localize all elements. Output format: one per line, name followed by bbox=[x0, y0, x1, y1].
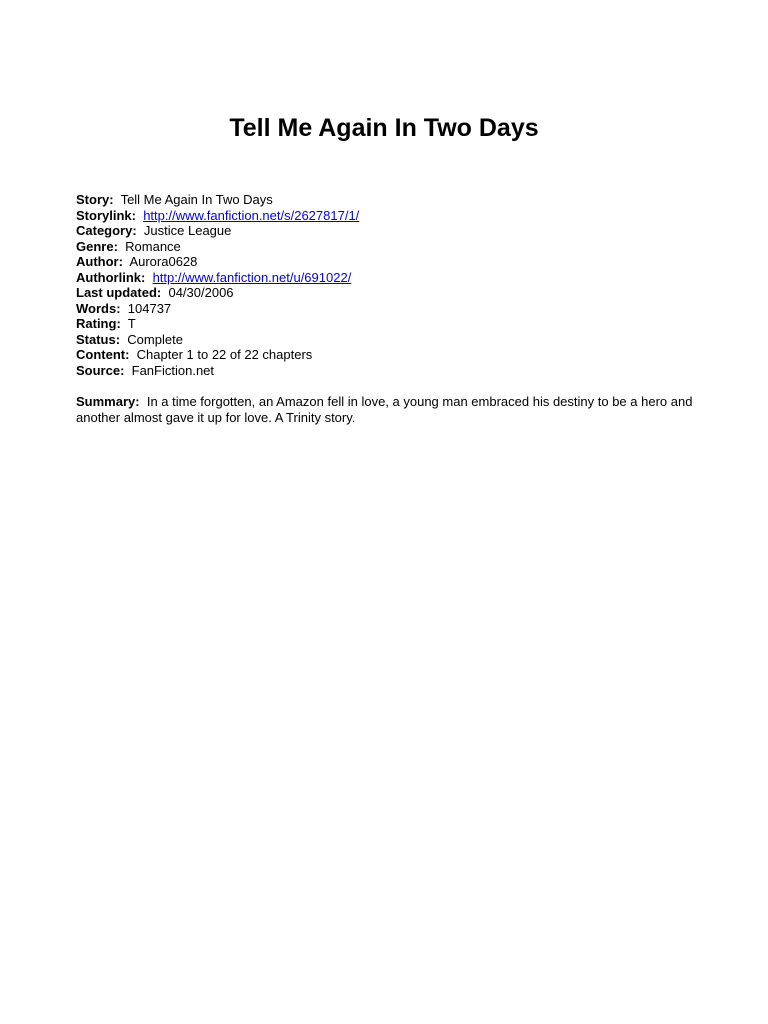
field-label: Genre: bbox=[76, 238, 122, 254]
summary-text: In a time forgotten, an Amazon fell in love, a young man embraced his destiny to be a hero and another almost gave it up for love. A Trinity story. bbox=[76, 394, 693, 425]
field-label: Author: bbox=[76, 254, 127, 269]
story-metadata bbox=[76, 192, 696, 378]
field-value: Tell Me Again In Two Days bbox=[120, 192, 273, 207]
field-status bbox=[76, 332, 696, 348]
field-label: Rating: bbox=[76, 316, 125, 331]
field-label: Authorlink: bbox=[76, 269, 149, 285]
summary-label: Summary: bbox=[76, 394, 144, 409]
field-content bbox=[76, 347, 696, 363]
page-title: Tell Me Again In Two Days bbox=[229, 114, 539, 142]
field-value: Aurora0628 bbox=[129, 254, 198, 269]
field-rating bbox=[76, 316, 696, 332]
field-value: T bbox=[127, 316, 136, 331]
field-value: FanFiction.net bbox=[131, 362, 215, 378]
storylink-link[interactable]: http://www.fanfiction.net/s/2627817/1/ bbox=[143, 207, 360, 223]
field-value: Romance bbox=[125, 238, 181, 254]
field-label: Status: bbox=[76, 331, 124, 347]
field-value: Justice League bbox=[143, 223, 232, 238]
field-label: Story: bbox=[76, 192, 118, 207]
field-authorlink bbox=[76, 270, 696, 286]
field-storylink bbox=[76, 208, 696, 224]
field-label: Storylink: bbox=[76, 207, 140, 223]
field-label: Words: bbox=[76, 300, 125, 316]
field-genre bbox=[76, 239, 696, 255]
field-value: 104737 bbox=[127, 300, 172, 316]
authorlink-link[interactable]: http://www.fanfiction.net/u/691022/ bbox=[152, 269, 352, 285]
field-label: Last updated: bbox=[76, 285, 165, 300]
field-category bbox=[76, 223, 696, 239]
story-summary bbox=[76, 394, 696, 426]
field-source bbox=[76, 363, 696, 379]
field-label: Source: bbox=[76, 362, 129, 378]
field-words bbox=[76, 301, 696, 317]
field-label: Category: bbox=[76, 223, 141, 238]
field-value: Complete bbox=[127, 331, 183, 347]
field-author bbox=[76, 254, 696, 270]
field-story bbox=[76, 192, 696, 208]
field-label: Content: bbox=[76, 347, 134, 362]
field-value: Chapter 1 to 22 of 22 chapters bbox=[136, 347, 313, 362]
field-last-updated bbox=[76, 285, 696, 301]
field-value: 04/30/2006 bbox=[168, 285, 234, 300]
